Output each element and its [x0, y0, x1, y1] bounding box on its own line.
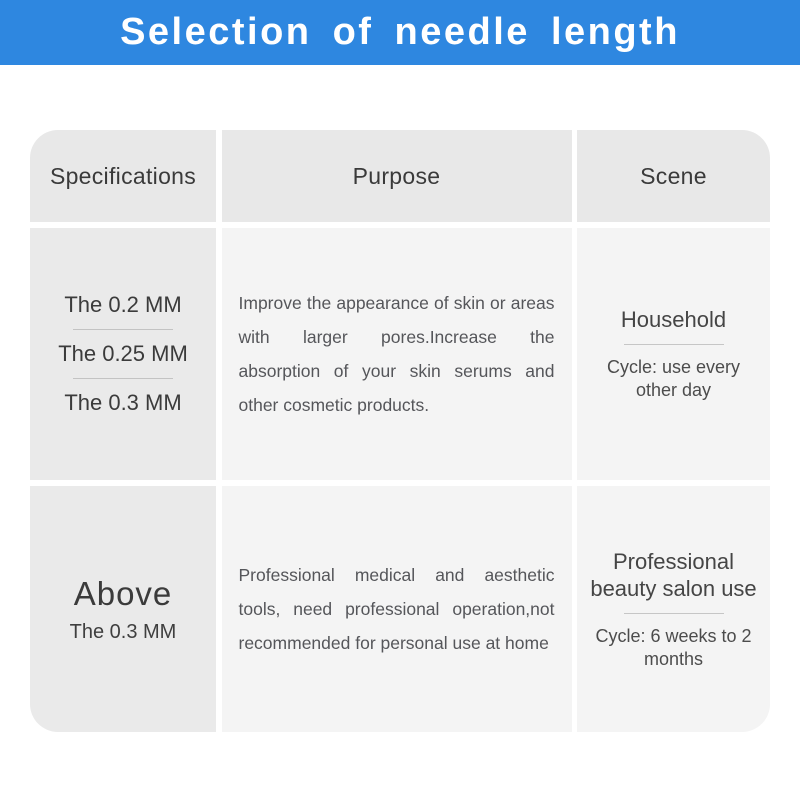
scene-cycle: Cycle: 6 weeks to 2 months [595, 625, 752, 669]
needle-length-table [30, 130, 770, 732]
col-header-specifications-label: Specifications [49, 162, 197, 189]
col-header-purpose [222, 130, 572, 222]
purpose-text: Improve the appearance of skin or areas with larger pores.Increase the absorption of your skin serums and other cosmetic products. [238, 293, 555, 415]
col-header-scene [577, 130, 770, 222]
col-header-specifications [30, 130, 216, 222]
cell-purpose-row2 [222, 486, 572, 732]
spec-value: The 0.3 MM [64, 390, 182, 415]
page-title: Selection of needle length [120, 11, 680, 53]
purpose-text: Professional medical and aesthetic tools, need professional operation,not recommended for personal use at home [238, 565, 555, 653]
divider-line [624, 613, 724, 614]
col-header-scene-label: Scene [640, 162, 707, 189]
divider-line [73, 378, 173, 379]
col-header-purpose-label: Purpose [352, 162, 441, 189]
spec-value: The 0.25 MM [58, 341, 188, 366]
scene-title: Professional beauty salon use [590, 548, 757, 601]
spec-sub-value: The 0.3 MM [69, 620, 177, 643]
cell-specifications-row1 [30, 228, 216, 480]
cell-purpose-row1 [222, 228, 572, 480]
cell-scene-row1 [577, 228, 770, 480]
spec-main-value: Above [73, 574, 173, 612]
divider-line [73, 329, 173, 330]
scene-title: Household [620, 307, 727, 332]
cell-specifications-row2 [30, 486, 216, 732]
title-banner [0, 0, 800, 65]
divider-line [624, 344, 724, 345]
scene-cycle: Cycle: use every other day [606, 357, 741, 400]
cell-scene-row2 [577, 486, 770, 732]
spec-value: The 0.2 MM [64, 292, 182, 317]
